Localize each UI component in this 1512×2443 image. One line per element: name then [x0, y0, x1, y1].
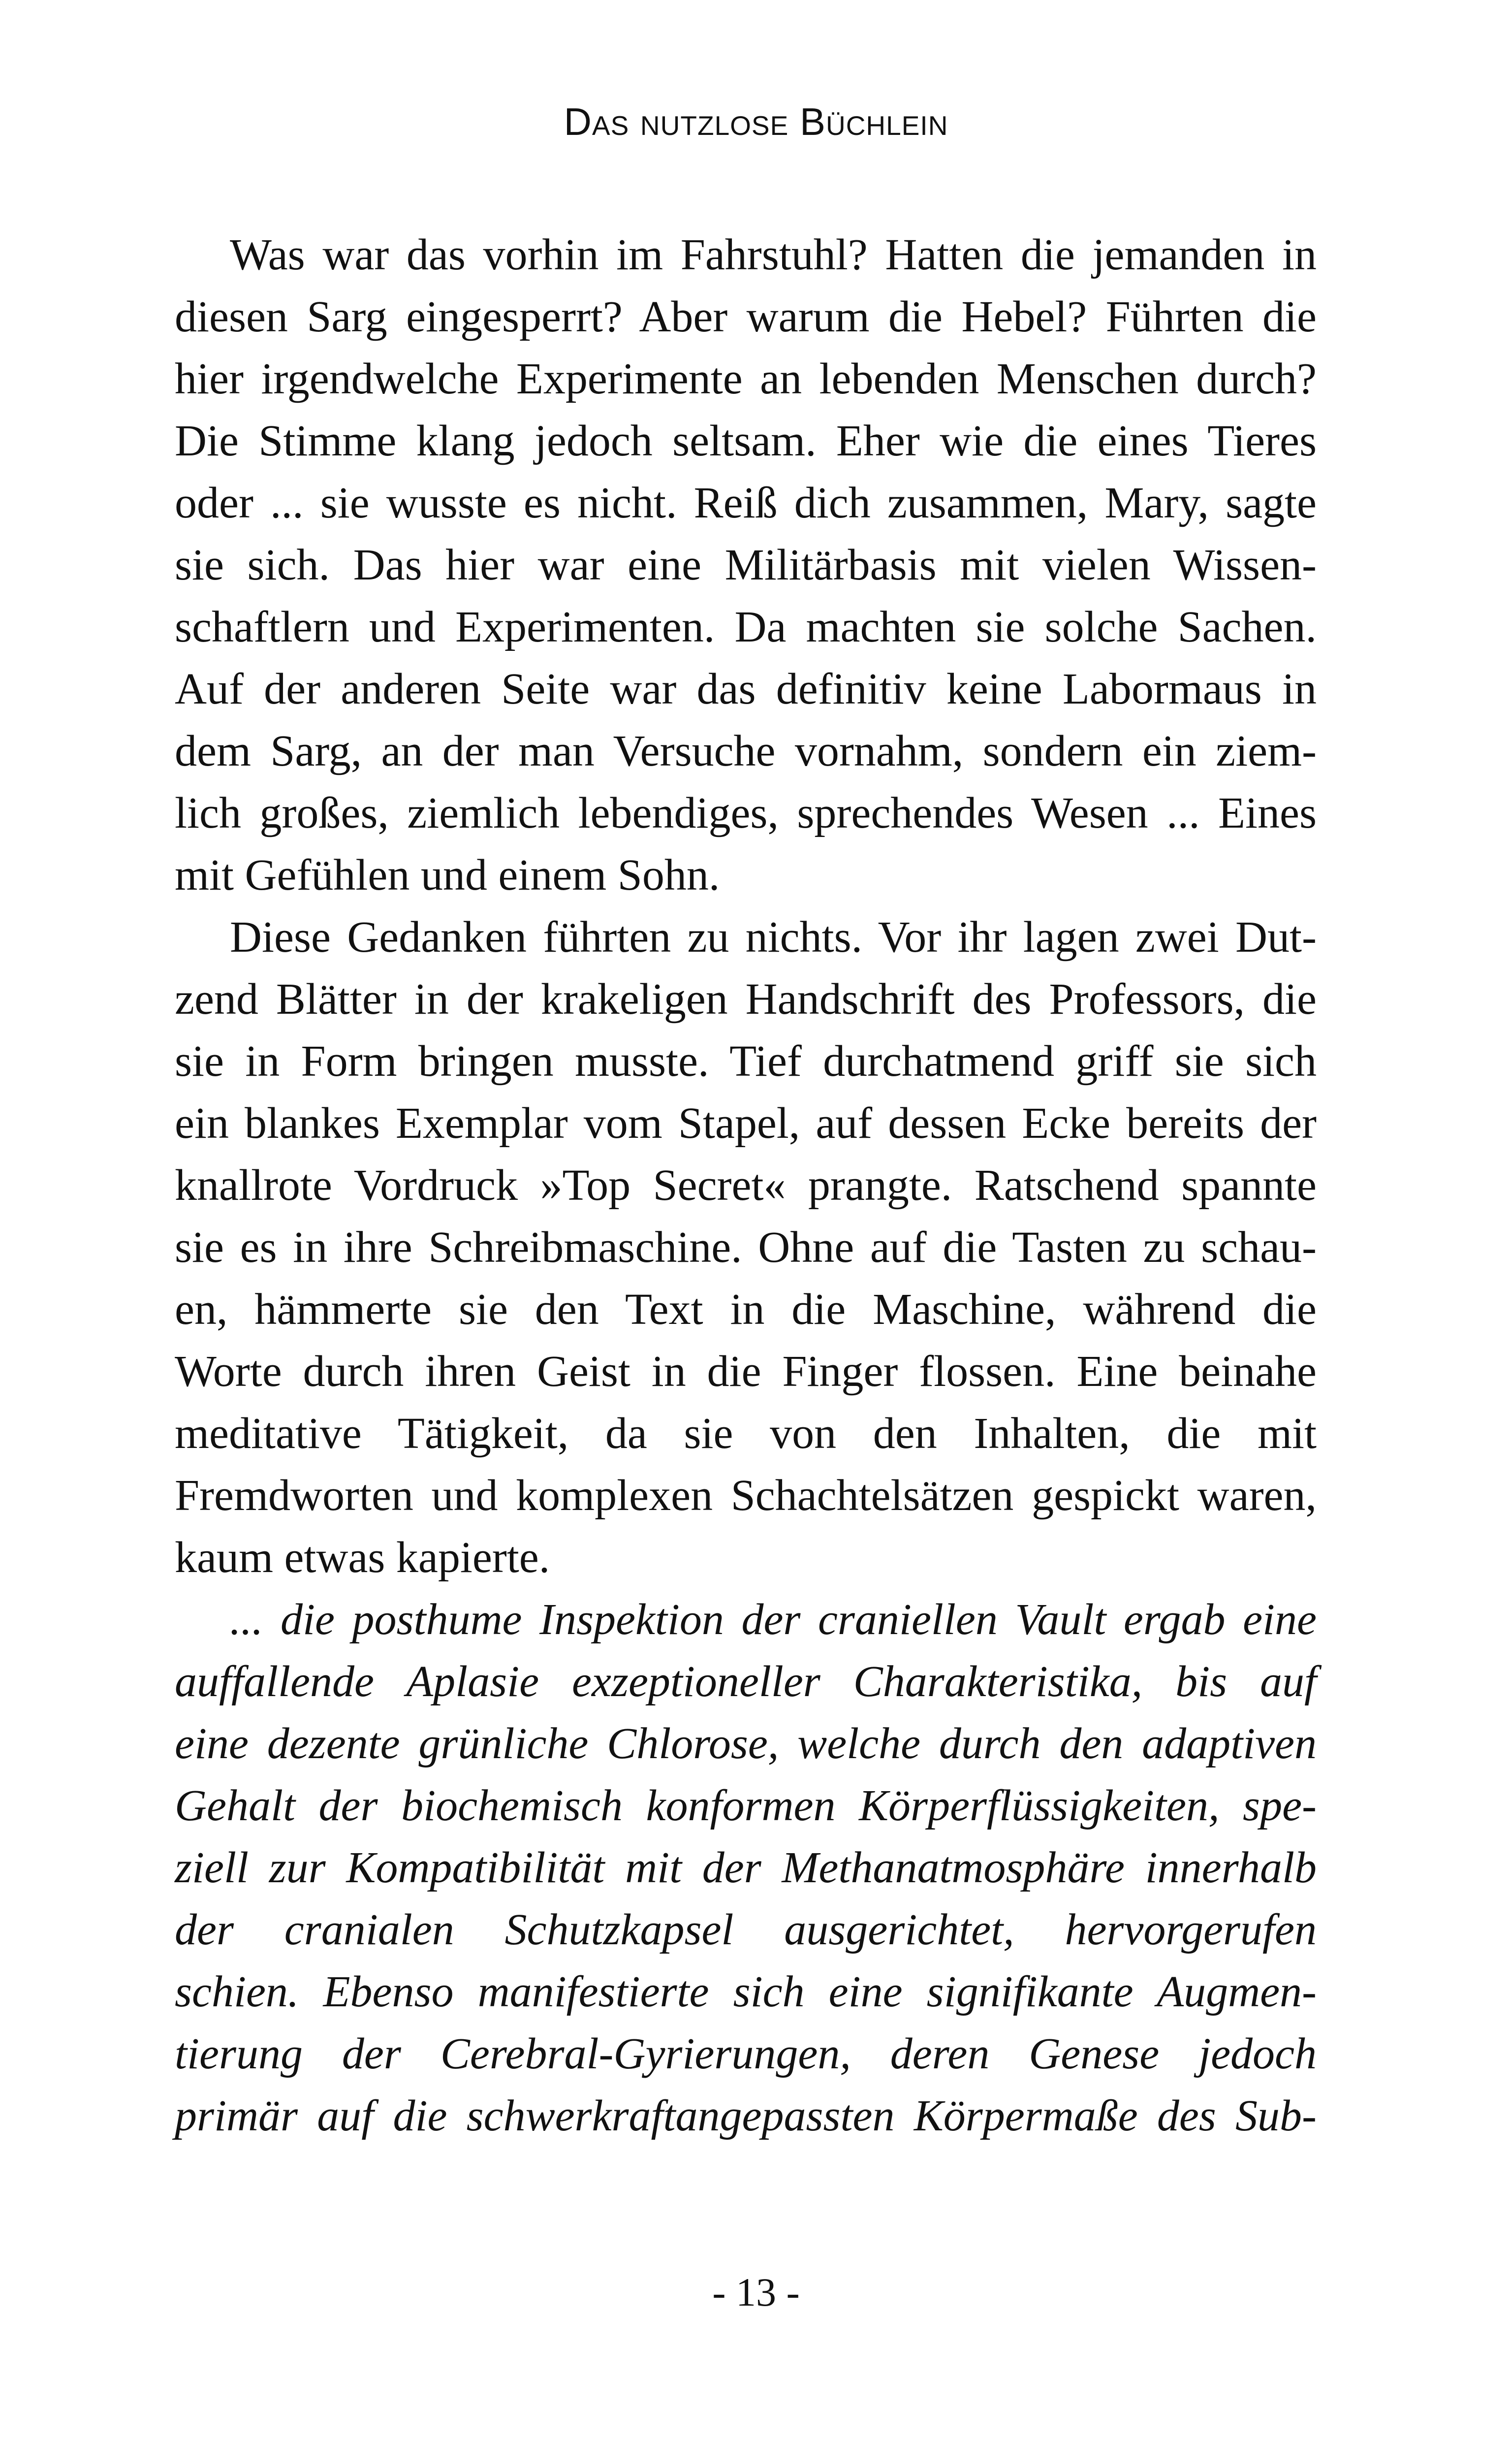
text-line: Fremdworten und komplexen Schachtelsätzen gespickt waren,	[175, 1471, 1317, 1520]
text-line: sie sich. Das hier war eine Militärbasis mit vielen Wissen-	[175, 541, 1317, 589]
text-line: schaftlern und Experimenten. Da machten sie solche Sachen.	[175, 603, 1317, 651]
text-line: lich großes, ziemlich lebendiges, sprechendes Wesen ... Eines	[175, 789, 1317, 837]
text-line: ein blankes Exemplar vom Stapel, auf dessen Ecke bereits der	[175, 1099, 1317, 1148]
text-line: Auf der anderen Seite war das definitiv keine Labormaus in	[175, 665, 1317, 713]
text-line: auffallende Aplasie exzeptioneller Charakteristika, bis auf	[175, 1657, 1317, 1706]
text-line: eine dezente grünliche Chlorose, welche durch den adaptiven	[175, 1719, 1317, 1768]
text-line: schien. Ebenso manifestierte sich eine signifikante Augmen-	[175, 1967, 1317, 2016]
text-line: ... die posthume Inspektion der craniellen Vault ergab eine	[230, 1595, 1317, 1644]
text-line: zend Blätter in der krakeligen Handschrift des Professors, die	[175, 975, 1317, 1024]
running-header: Das nutzlose Büchlein	[564, 100, 948, 143]
text-line: knallrote Vordruck »Top Secret« prangte. Ratschend spannte	[175, 1161, 1317, 1210]
text-line: mit Gefühlen und einem Sohn.	[175, 851, 720, 900]
text-line: sie in Form bringen musste. Tief durchatmend griff sie sich	[175, 1037, 1317, 1086]
text-line: Worte durch ihren Geist in die Finger flossen. Eine beinahe	[175, 1347, 1317, 1396]
body-text	[175, 224, 1317, 2147]
text-line: hier irgendwelche Experimente an lebenden Menschen durch?	[175, 354, 1317, 403]
text-line: en, hämmerte sie den Text in die Maschine, während die	[175, 1285, 1317, 1334]
text-line: dem Sarg, an der man Versuche vornahm, sondern ein ziem-	[175, 727, 1317, 775]
text-line: ziell zur Kompatibilität mit der Methanatmosphäre innerhalb	[175, 1843, 1317, 1892]
text-line: oder ... sie wusste es nicht. Reiß dich zusammen, Mary, sagte	[175, 479, 1317, 527]
text-line: Die Stimme klang jedoch seltsam. Eher wie die eines Tieres	[175, 417, 1317, 465]
text-line: Was war das vorhin im Fahrstuhl? Hatten die jemanden in	[230, 230, 1317, 279]
text-line: Diese Gedanken führten zu nichts. Vor ihr lagen zwei Dut-	[230, 913, 1317, 962]
text-line: tierung der Cerebral-Gyrierungen, deren Genese jedoch	[175, 2029, 1317, 2078]
text-line: der cranialen Schutzkapsel ausgerichtet, hervorgerufen	[175, 1905, 1317, 1954]
text-line: meditative Tätigkeit, da sie von den Inhalten, die mit	[175, 1409, 1317, 1458]
text-line: primär auf die schwerkraftangepassten Körpermaße des Sub-	[175, 2091, 1317, 2140]
paragraph-3-italic-excerpt	[175, 1589, 1317, 2147]
paragraph-2	[175, 906, 1317, 1589]
paragraph-1	[175, 224, 1317, 906]
page-number: - 13 -	[712, 2270, 800, 2314]
text-line: diesen Sarg eingesperrt? Aber warum die Hebel? Führten die	[175, 292, 1317, 341]
text-line: kaum etwas kapierte.	[175, 1533, 550, 1582]
text-line: Gehalt der biochemisch konformen Körperflüssigkeiten, spe-	[175, 1781, 1317, 1830]
text-line: sie es in ihre Schreibmaschine. Ohne auf die Tasten zu schau-	[175, 1223, 1317, 1272]
